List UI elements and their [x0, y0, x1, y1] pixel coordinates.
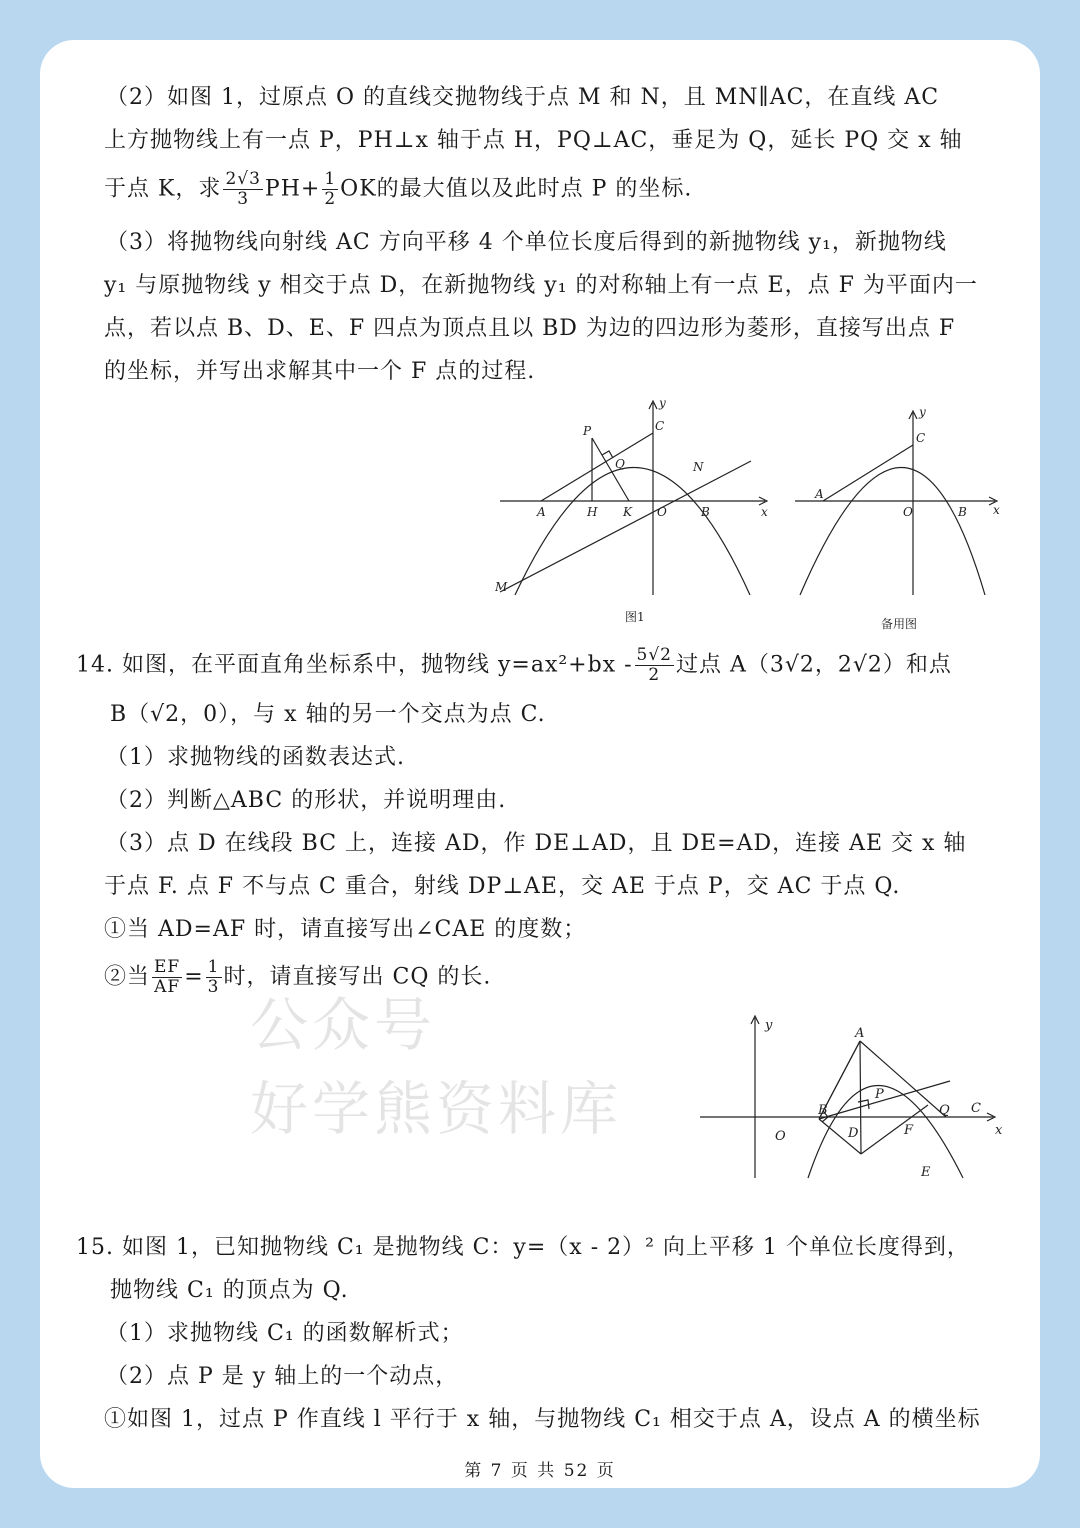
watermark-line2: 好学熊资料库: [250, 1075, 623, 1143]
label-k: K: [623, 505, 632, 519]
label-m: M: [495, 580, 508, 594]
label-d: D: [848, 1126, 859, 1141]
label-c: C: [916, 431, 926, 445]
q13-part3-line1: （3）将抛物线向射线 AC 方向平移 4 个单位长度后得到的新抛物线 y₁，新抛物线: [106, 230, 947, 255]
label-x: x: [993, 503, 1000, 517]
fraction-numerator: 2√3: [225, 169, 261, 189]
q13-part2-mid: PH+: [264, 176, 321, 202]
fraction-denominator: 2: [648, 665, 661, 685]
figure-caption: 备用图: [881, 617, 918, 631]
label-o: O: [775, 1129, 786, 1144]
q13-part2-prefix: 于点 K，求: [104, 176, 222, 202]
label-y: y: [765, 1018, 773, 1033]
segment-ae: [860, 1041, 861, 1154]
q13-part3-line4: 的坐标，并写出求解其中一个 F 点的过程.: [104, 359, 536, 384]
label-a: A: [537, 505, 546, 519]
q14-sub1: ①当 AD=AF 时，请直接写出∠CAE 的度数；: [104, 917, 587, 942]
fraction-denominator: 3: [207, 977, 220, 997]
q13-part2-line2: 上方抛物线上有一点 P，PH⊥x 轴于点 H，PQ⊥AC，垂足为 Q，延长 PQ 交 x 轴: [104, 128, 963, 153]
equals-sign: =: [184, 964, 204, 990]
q13-part3-line3: 点，若以点 B、D、E、F 四点为顶点且以 BD 为边的四边形为菱形，直接写出点 F: [104, 316, 956, 341]
q15-part1: （1）求抛物线 C₁ 的函数解析式；: [106, 1321, 464, 1346]
q14-line2: B（√2，0），与 x 轴的另一个交点为点 C.: [110, 702, 546, 727]
q14-figure: [695, 1008, 1015, 1183]
label-e: E: [921, 1165, 931, 1180]
label-a: A: [815, 487, 824, 501]
label-a: A: [855, 1026, 865, 1041]
q13-part2-line1: （2）如图 1，过原点 O 的直线交抛物线于点 M 和 N，且 MN∥AC，在直线 AC: [106, 85, 940, 110]
q15-part2: （2）点 P 是 y 轴上的一个动点，: [106, 1364, 459, 1389]
q14-sub2-suffix: 时，请直接写出 CQ 的长.: [223, 964, 492, 990]
label-y: y: [919, 405, 926, 419]
fraction-5sqrt2-over-2: [635, 646, 674, 685]
q13-part2-suffix: OK的最大值以及此时点 P 的坐标.: [340, 176, 693, 202]
q14-line1-prefix: 14. 如图，在平面直角坐标系中，抛物线 y=ax²+bx -: [76, 652, 633, 678]
label-b: B: [958, 505, 967, 519]
segment-eq: [861, 1105, 928, 1154]
label-o: O: [903, 505, 913, 519]
fraction-numerator: 5√2: [636, 645, 672, 665]
parabola: [515, 468, 750, 596]
q13-part3-line2: y₁ 与原抛物线 y 相交于点 D，在新抛物线 y₁ 的对称轴上有一点 E，点 F 为平面内一: [104, 273, 978, 298]
fraction-denominator: 3: [237, 189, 250, 209]
segment-ac: [860, 1041, 946, 1117]
line-ac: [823, 445, 913, 501]
q14-sub2-prefix: ②当: [104, 964, 151, 990]
label-p: P: [875, 1087, 884, 1102]
q15-line1: 15. 如图 1，已知抛物线 C₁ 是抛物线 C：y=（x - 2）² 向上平移 1 个单位长度得到，: [76, 1235, 970, 1260]
label-x: x: [995, 1123, 1003, 1138]
fraction-1-over-2: [322, 170, 338, 209]
label-o: O: [657, 505, 667, 519]
label-n: N: [693, 460, 704, 474]
label-q: Q: [939, 1103, 950, 1118]
page-number-footer: 第 7 页 共 52 页: [464, 1461, 616, 1481]
q13-backup-figure: [795, 405, 1010, 635]
watermark-line1: 公众号: [250, 991, 437, 1059]
q15-sub1: ①如图 1，过点 P 作直线 l 平行于 x 轴，与抛物线 C₁ 相交于点 A，设点 A 的横坐标: [104, 1407, 981, 1432]
fraction-numerator: 1: [207, 957, 220, 977]
document-page: [40, 40, 1040, 1488]
fraction-2sqrt3-over-3: [223, 170, 262, 209]
q13-part2-line3: [104, 170, 692, 209]
label-p: P: [583, 424, 592, 438]
fraction-numerator: 1: [324, 169, 337, 189]
label-h: H: [587, 505, 598, 519]
q15-line2: 抛物线 C₁ 的顶点为 Q.: [110, 1278, 349, 1303]
parabola: [800, 468, 985, 596]
q14-part3-line2: 于点 F. 点 F 不与点 C 重合，射线 DP⊥AE，交 AE 于点 P，交 AC 于点 Q.: [104, 874, 901, 899]
q14-part3-line1: （3）点 D 在线段 BC 上，连接 AD，作 DE⊥AD，且 DE=AD，连接 AE 交 x 轴: [106, 831, 967, 856]
fraction-denominator: 2: [324, 189, 337, 209]
fraction-1-over-3: [206, 958, 222, 997]
fraction-numerator: EF: [154, 957, 181, 977]
fraction-denominator: AF: [154, 977, 181, 997]
label-q: Q: [615, 457, 625, 471]
label-c: C: [655, 419, 665, 433]
label-y: y: [659, 396, 666, 410]
label-b: B: [701, 505, 710, 519]
q13-figure-1: [495, 395, 795, 630]
q14-line1: [76, 646, 952, 685]
label-c: C: [971, 1101, 981, 1116]
q14-part2: （2）判断△ABC 的形状，并说明理由.: [106, 788, 507, 813]
label-x: x: [761, 505, 768, 519]
label-b: B: [818, 1103, 828, 1118]
label-f: F: [904, 1123, 914, 1138]
figure-caption: 图1: [625, 610, 645, 624]
q14-part1: （1）求抛物线的函数表达式.: [106, 745, 405, 770]
fraction-ef-over-af: [152, 958, 182, 997]
q14-line1-suffix: 过点 A（3√2，2√2）和点: [676, 652, 952, 678]
